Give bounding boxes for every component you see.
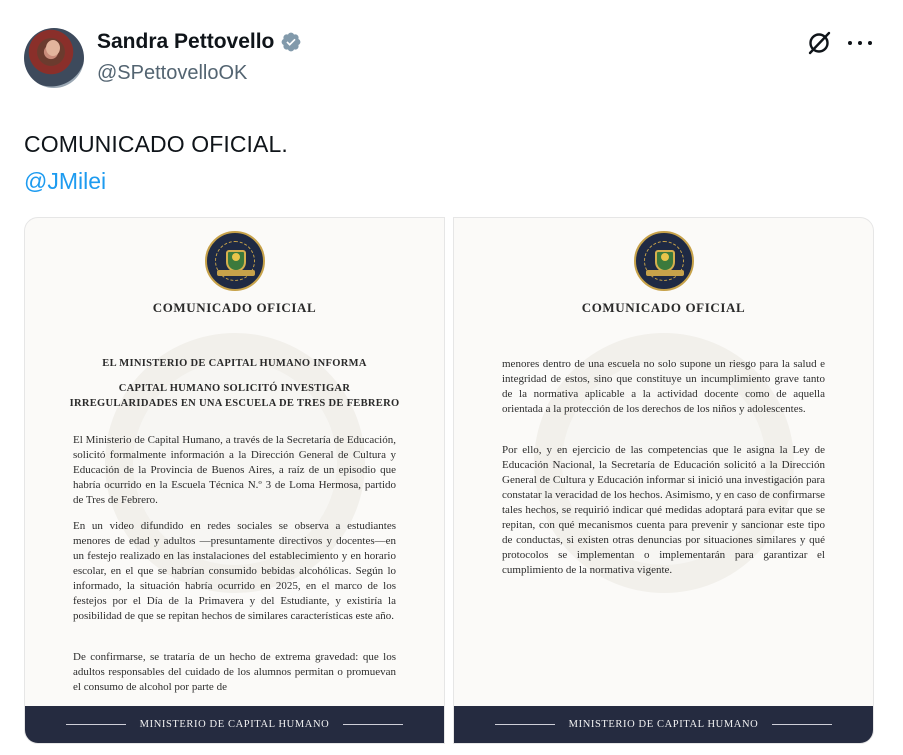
mention-link[interactable]: @JMilei [24, 168, 107, 194]
document-paragraph: menores dentro de una escuela no solo supone un riesgo para la salud e integridad de estos, sino que constituye un incumplimiento grave tanto de la normativa aplicable a la actividad docente como de aquella orientada a la protección de los derechos de los niños y adolescentes. [502, 358, 825, 415]
ministry-seal-icon [205, 231, 265, 291]
tweet-media [24, 217, 874, 744]
document-title: COMUNICADO OFICIAL [152, 300, 317, 315]
author-name-row [97, 30, 302, 54]
document-subheading: CAPITAL HUMANO SOLICITÓ INVESTIGAR IRREGULARIDADES EN UNA ESCUELA DE TRES DE FEBRERO [69, 383, 400, 409]
document-paragraph: En un video difundido en redes sociales se observa a estudiantes menores de edad y adultos —presuntamente directivos y docentes—en un festejo realizado en las instalaciones del establecimiento y en horario escolar, en el que se habrían consumido bebidas alcohólicas. Según lo informado, la situación habría ocurrido en 2025, en el marco de los festejos por el Día de la Primavera y del Estudiante, y existiría la posibilidad de que se repitan hechos de similares características este año. [73, 520, 396, 622]
author-handle[interactable]: @SPettovelloOK [97, 62, 248, 84]
more-options-icon[interactable] [846, 30, 874, 56]
author-avatar[interactable] [24, 28, 84, 88]
document-footer [454, 706, 873, 743]
document-footer-text: MINISTERIO DE CAPITAL HUMANO [139, 719, 330, 730]
tweet-text: COMUNICADO OFICIAL. [24, 131, 288, 157]
grok-icon[interactable] [806, 30, 832, 56]
document-title: COMUNICADO OFICIAL [581, 300, 746, 315]
document-image-2[interactable] [453, 217, 874, 744]
document-footer [25, 706, 444, 743]
ministry-seal-icon [634, 231, 694, 291]
document-footer-text: MINISTERIO DE CAPITAL HUMANO [568, 719, 759, 730]
document-image-1[interactable] [24, 217, 445, 744]
author-display-name[interactable]: Sandra Pettovello [97, 30, 275, 53]
document-paragraph: Por ello, y en ejercicio de las competencias que le asigna la Ley de Educación Nacional, la Secretaría de Educación solicitó a la Dirección General de Cultura y Educación informar si inició una investigación para constatar la veracidad de los hechos. Asimismo, y en caso de confirmarse tales hechos, se requirió indicar qué medidas adoptará para evitar que se repitan, con qué mecanismos cuenta para prevenir y sancionar este tipo de conductas, si existen otras denuncias por situaciones similares y qué protocolos se implementan o implementarán para garantizar el cumplimiento de la normativa vigente. [502, 444, 825, 576]
document-paragraph: De confirmarse, se trataría de un hecho de extrema gravedad: que los adultos responsables del cuidado de los alumnos permitan o promuevan el consumo de alcohol por parte de [73, 651, 396, 693]
document-paragraph: El Ministerio de Capital Humano, a través de la Secretaría de Educación, solicitó formalmente información a la Dirección General de Cultura y Educación de la Provincia de Buenos Aires, a raíz de un episodio que habría ocurrido en la Escuela Técnica N.º 3 de Loma Hermosa, partido de Tres de Febrero. [73, 434, 396, 506]
verified-badge-icon[interactable] [280, 31, 302, 53]
document-heading: EL MINISTERIO DE CAPITAL HUMANO INFORMA [102, 358, 367, 369]
